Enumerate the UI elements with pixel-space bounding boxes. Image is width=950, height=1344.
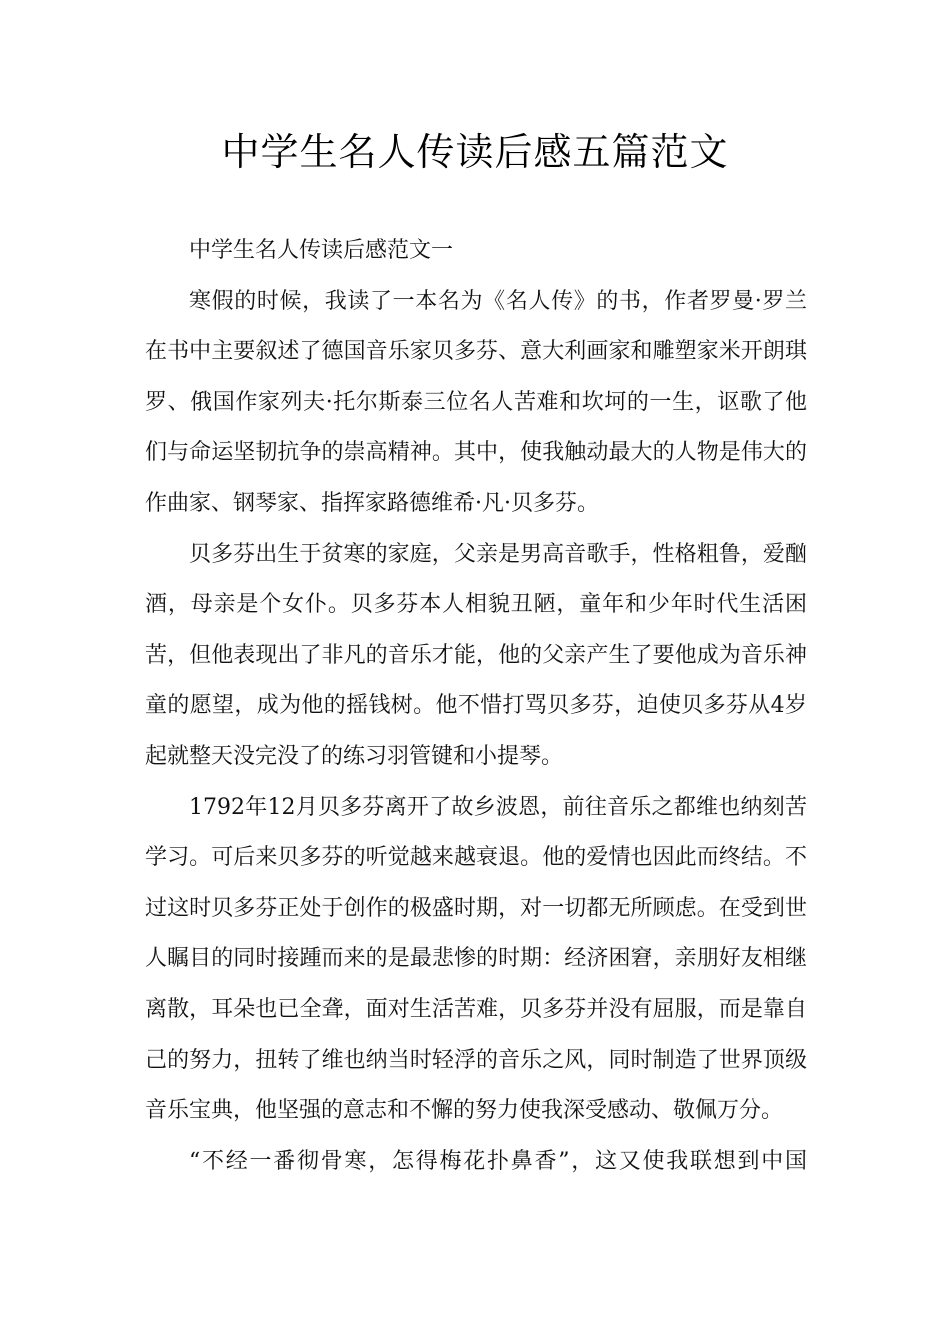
paragraph-2: 贝多芬出生于贫寒的家庭，父亲是男高音歌手，性格粗鲁，爱酗酒，母亲是个女仆。贝多芬本人相貌丑陋，童年和少年时代生活困苦，但他表现出了非凡的音乐才能，他的父亲产生了要他成为音乐神童的愿望，成为他的摇钱树。他不惜打骂贝多芬，迫使贝多芬从4岁起就整天没完没了的练习羽管键和小提琴。 — [145, 541, 807, 769]
document-title: 中学生名人传读后感五篇范文 — [221, 130, 729, 174]
document-body — [145, 226, 807, 1187]
section-heading: 中学生名人传读后感范文一 — [189, 238, 454, 263]
paragraph-1: 寒假的时候，我读了一本名为《名人传》的书，作者罗曼·罗兰在书中主要叙述了德国音乐家贝多芬、意大利画家和雕塑家米开朗琪罗、俄国作家列夫·托尔斯泰三位名人苦难和坎坷的一生，讴歌了他们与命运坚韧抗争的崇高精神。其中，使我触动最大的人物是伟大的作曲家、钢琴家、指挥家路德维希·凡·贝多芬。 — [145, 288, 807, 516]
paragraph-4: “不经一番彻骨寒，怎得梅花扑鼻香”，这又使我联想到中国 — [189, 1148, 807, 1174]
paragraph-3: 1792年12月贝多芬离开了故乡波恩，前往音乐之都维也纳刻苦学习。可后来贝多芬的听觉越来越衰退。他的爱情也因此而终结。不过这时贝多芬正处于创作的极盛时期，对一切都无所顾虑。在受到世人瞩目的同时接踵而来的是最悲惨的时期：经济困窘，亲朋好友相继离散，耳朵也已全聋，面对生活苦难，贝多芬并没有屈服，而是靠自己的努力，扭转了维也纳当时轻浮的音乐之风，同时制造了世界顶级音乐宝典，他坚强的意志和不懈的努力使我深受感动、敬佩万分。 — [145, 794, 807, 1124]
